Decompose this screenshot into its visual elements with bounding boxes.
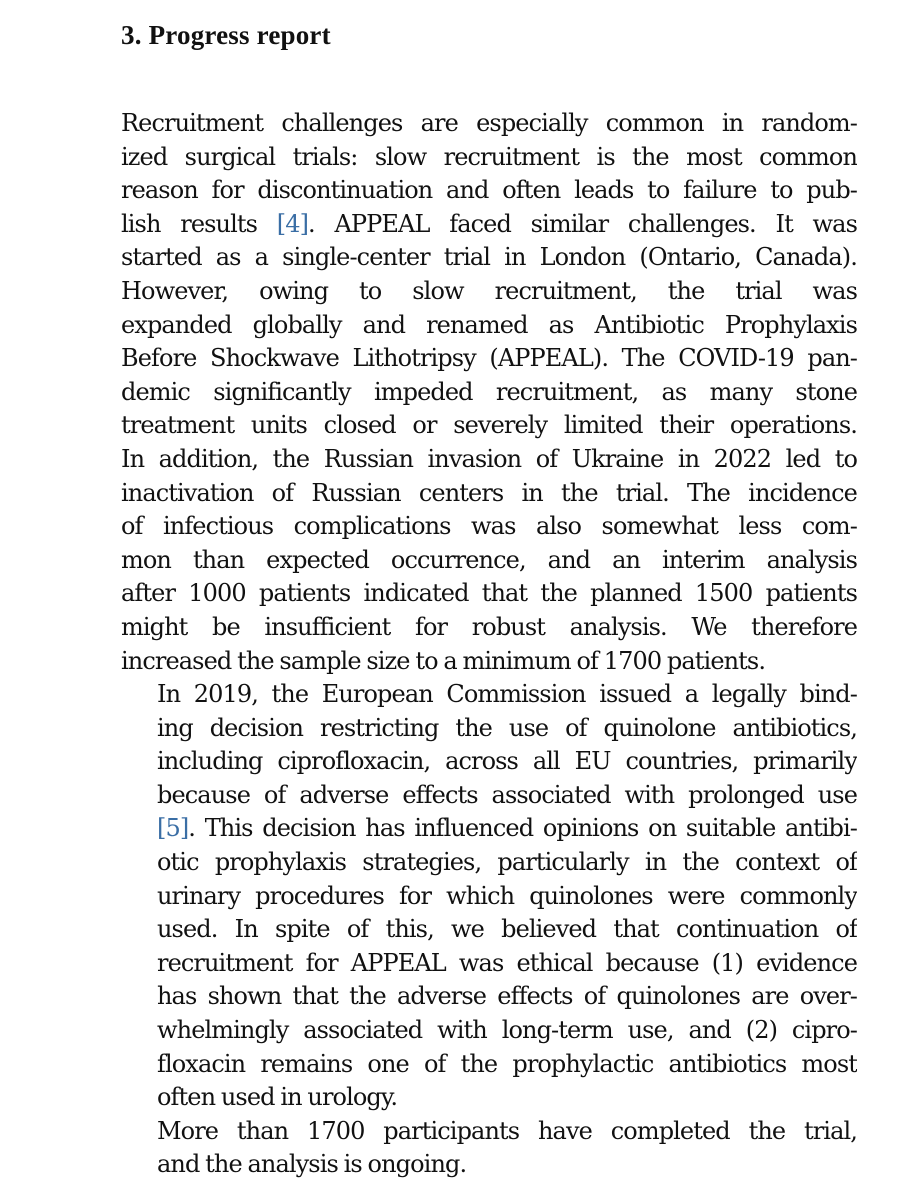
text-line: demic significantly impeded recruitment, as many stone (121, 377, 857, 406)
text-line: and the analysis is ongoing. (157, 1150, 467, 1179)
text-line: started as a single-center trial in London (Ontario, Canada). (121, 243, 857, 272)
text-line: In 2019, the European Commission issued a legally bind- (157, 680, 857, 709)
text-line: otic prophylaxis strategies, particularly in the context of (157, 848, 857, 877)
text-line (121, 208, 857, 242)
text-line: expanded globally and renamed as Antibiotic Prophylaxis (121, 310, 857, 339)
text-line: after 1000 patients indicated that the planned 1500 patients (121, 579, 857, 608)
text-line (121, 812, 857, 846)
text-line: ing decision restricting the use of quinolone antibiotics, (157, 713, 857, 742)
section-heading: 3. Progress report (121, 20, 331, 50)
text-line: whelmingly associated with long-term use, and (2) cipro- (157, 1016, 857, 1045)
citation-link[interactable]: [5] (157, 814, 189, 843)
text-line: often used in urology. (157, 1083, 398, 1112)
section-body (121, 107, 857, 1182)
text-line: because of adverse effects associated with prolonged use (157, 780, 857, 809)
text-segment: . This decision has influenced opinions on suitable antibi- (188, 814, 857, 843)
text-line: used. In spite of this, we believed that continuation of (157, 915, 857, 944)
text-line: inactivation of Russian centers in the trial. The incidence (121, 478, 857, 507)
page (121, 16, 857, 1182)
paragraph-recruitment-challenges (121, 107, 857, 678)
text-segment: . APPEAL faced similar challenges. It was (308, 209, 857, 238)
text-line: mon than expected occurrence, and an interim analysis (121, 545, 857, 574)
text-line: floxacin remains one of the prophylactic antibiotics most (157, 1049, 857, 1078)
text-segment: lish results (121, 209, 277, 238)
text-line: ized surgical trials: slow recruitment is the most common (121, 142, 857, 171)
text-line: More than 1700 participants have completed the trial, (157, 1116, 857, 1145)
text-line: including ciprofloxacin, across all EU countries, primarily (157, 747, 857, 776)
paragraph-trial-status (121, 1115, 857, 1182)
text-line: has shown that the adverse effects of quinolones are over- (157, 982, 857, 1011)
text-line: In addition, the Russian invasion of Ukraine in 2022 led to (121, 444, 857, 473)
text-line: reason for discontinuation and often leads to failure to pub- (121, 176, 857, 205)
text-line: Recruitment challenges are especially common in random- (121, 109, 857, 137)
text-line: However, owing to slow recruitment, the trial was (121, 276, 857, 305)
text-line: recruitment for APPEAL was ethical because (1) evidence (157, 948, 857, 977)
citation-link[interactable]: [4] (276, 209, 309, 238)
paragraph-quinolone-decision (121, 678, 857, 1115)
text-line: of infectious complications was also somewhat less com- (121, 512, 857, 541)
text-line: might be insufficient for robust analysis. We therefore (121, 612, 857, 641)
text-line: Before Shockwave Lithotripsy (APPEAL). The COVID-19 pan- (121, 344, 857, 373)
text-line: increased the sample size to a minimum of 1700 patients. (121, 646, 766, 675)
text-line: urinary procedures for which quinolones were commonly (157, 881, 857, 910)
text-line: treatment units closed or severely limited their operations. (121, 411, 857, 440)
